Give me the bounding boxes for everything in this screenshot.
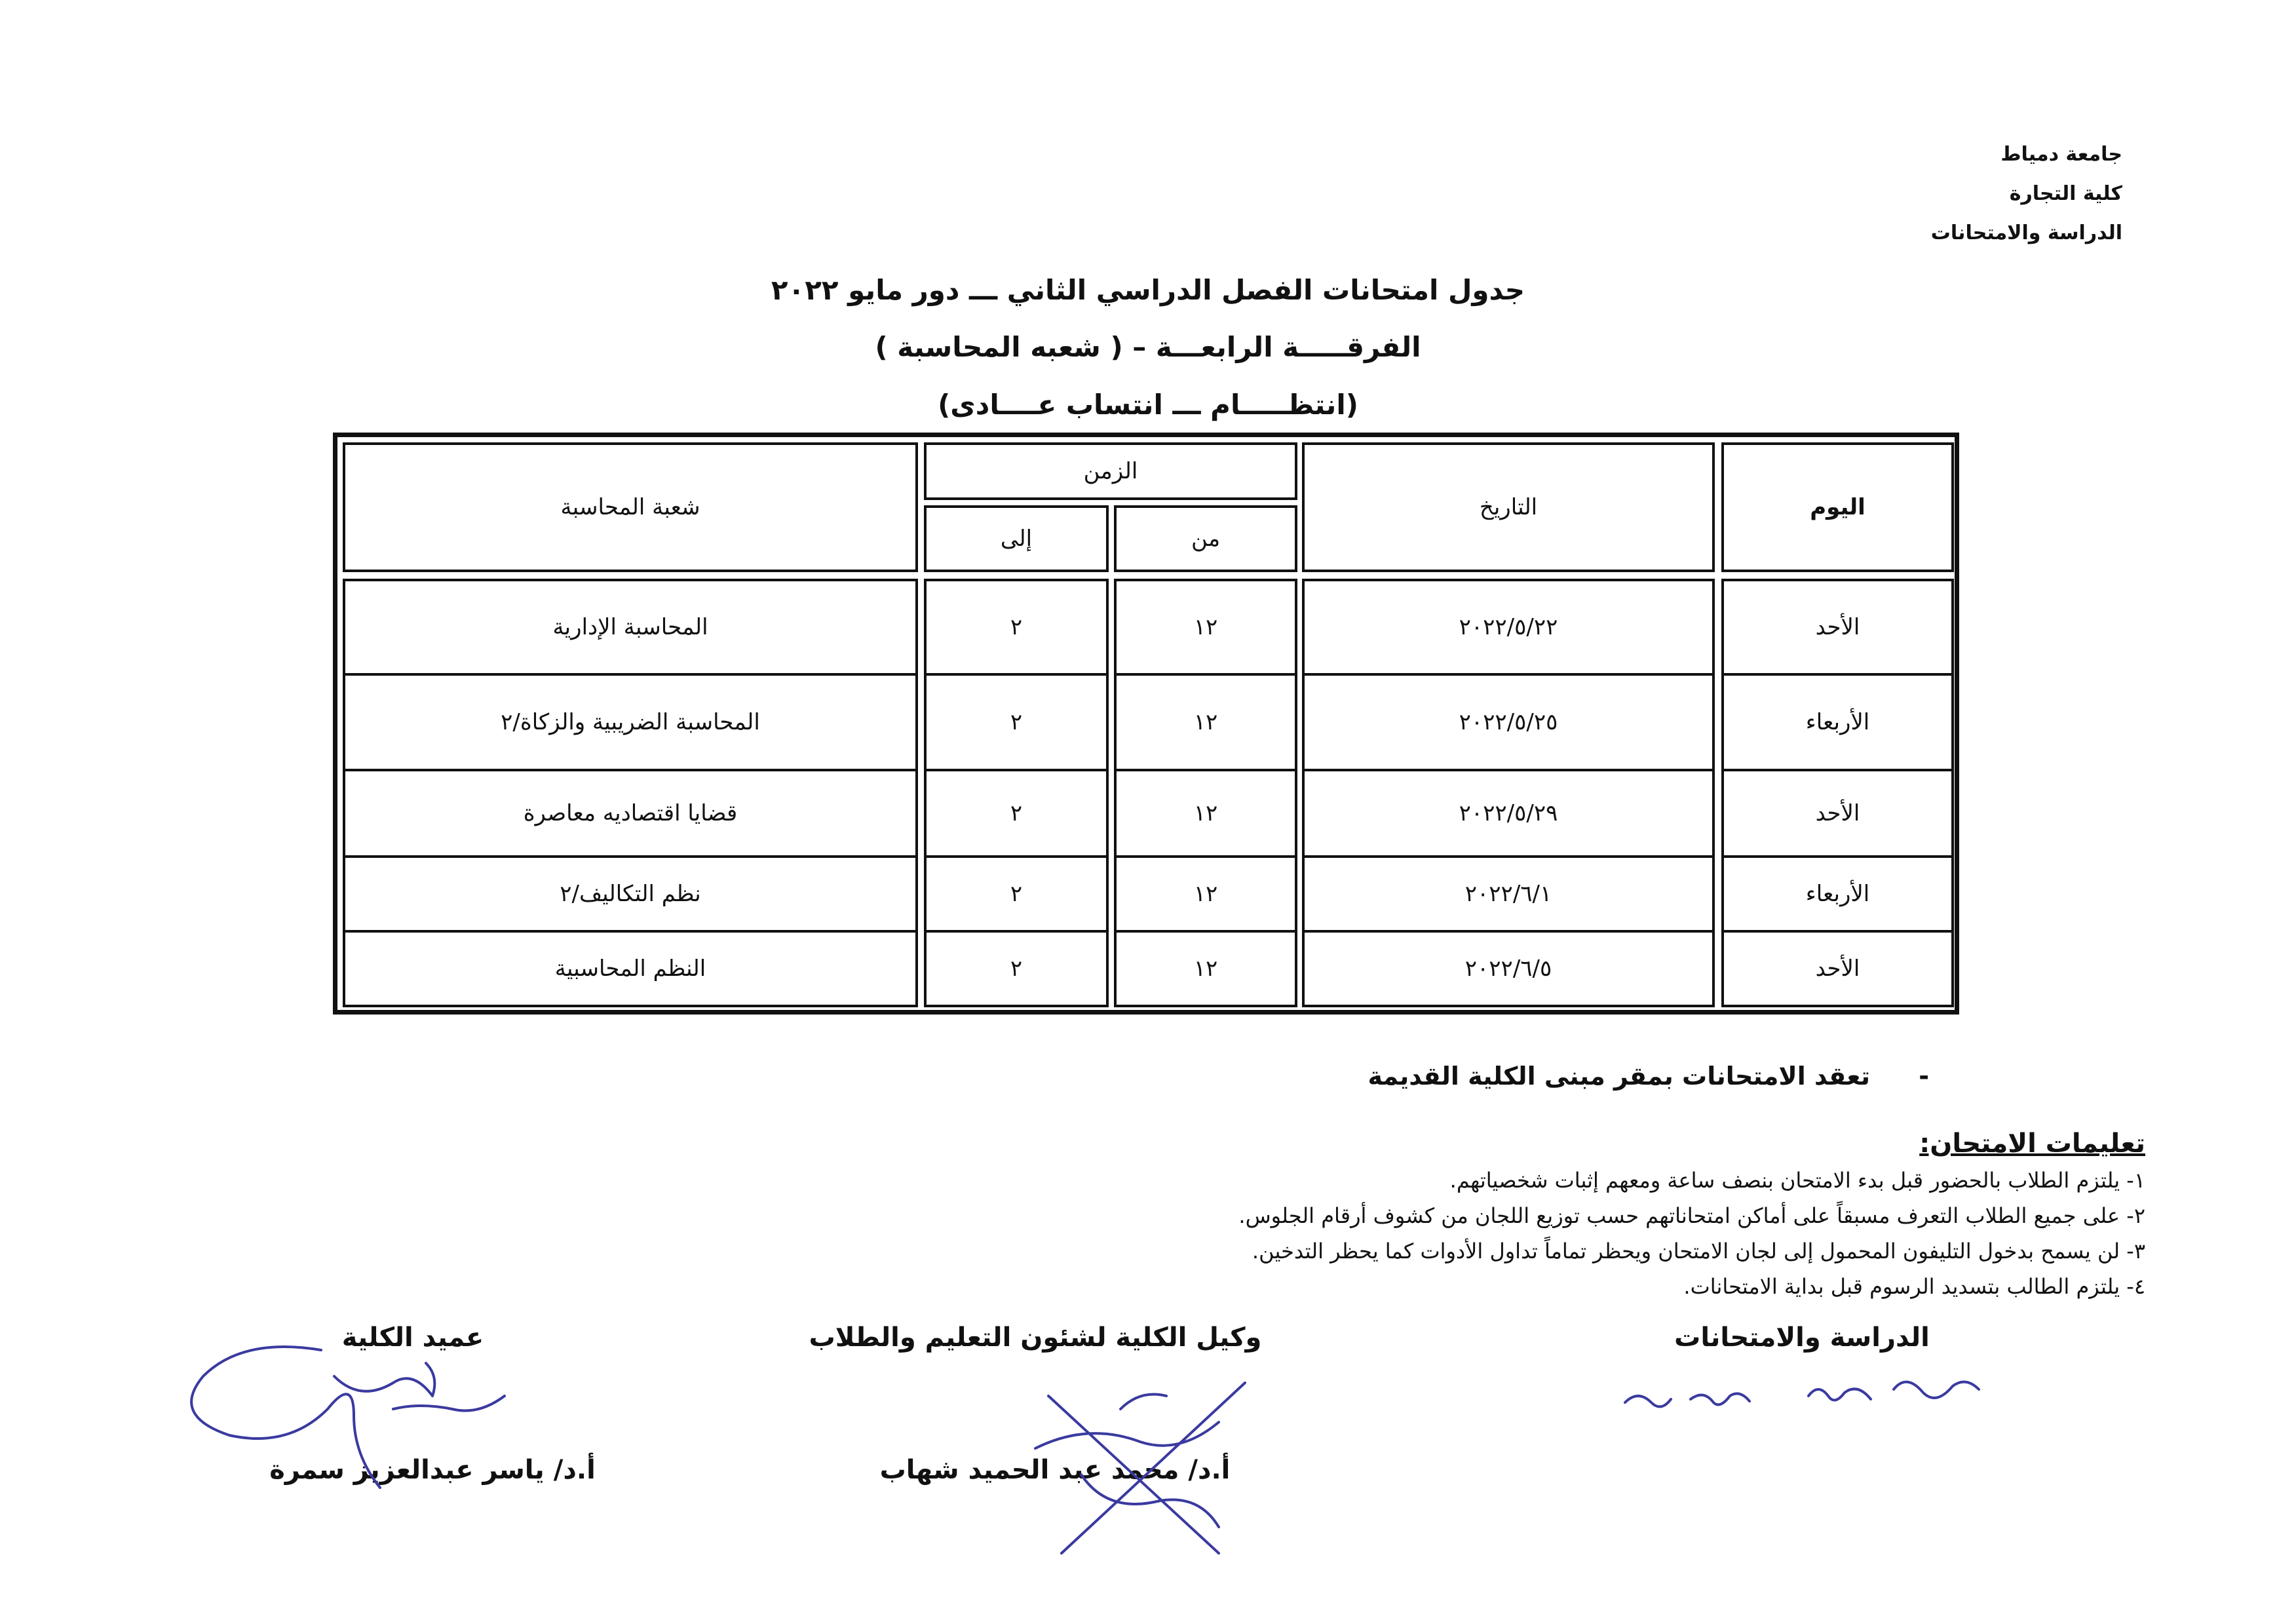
- table-row-day: الأربعاء: [1721, 673, 1954, 771]
- table-row-to: ٢: [924, 579, 1109, 676]
- instructions-title: تعليمات الامتحان:: [1919, 1129, 2145, 1159]
- exam-schedule-table: [333, 433, 1959, 1015]
- exam-location-note: تعقد الامتحانات بمقر مبنى الكلية القديمة: [1368, 1062, 1870, 1091]
- table-row-day: الأحد: [1721, 930, 1954, 1007]
- vice-dean-title: وكيل الكلية لشئون التعليم والطلاب: [809, 1323, 1262, 1353]
- table-row-day: الأحد: [1721, 579, 1954, 676]
- university-name: جامعة دمياط: [2000, 143, 2122, 166]
- instruction-item: ٣- لن يسمح بدخول التليفون المحمول إلى لجان الامتحان ويحظر تماماً تداول الأدوات كما يحظر التدخين.: [1252, 1239, 2145, 1264]
- table-row-subject: المحاسبة الضريبية والزكاة/٢: [343, 673, 918, 771]
- header-date: التاريخ: [1302, 442, 1715, 572]
- header-subject: شعبة المحاسبة: [343, 442, 918, 572]
- table-row-subject: قضايا اقتصاديه معاصرة: [343, 769, 918, 858]
- vice-dean-signature: [1022, 1370, 1271, 1566]
- table-row-from: ١٢: [1114, 769, 1297, 858]
- table-row-date: ٢٠٢٢/٥/٢٩: [1302, 769, 1715, 858]
- header-time: الزمن: [924, 442, 1297, 500]
- dean-signature: [177, 1337, 518, 1507]
- table-row-to: ٢: [924, 673, 1109, 771]
- table-row-subject: المحاسبة الإدارية: [343, 579, 918, 676]
- instruction-item: ٢- على جميع الطلاب التعرف مسبقاً على أماكن امتحاناتهم حسب توزيع اللجان من كشوف أرقام الجلوس.: [1238, 1203, 2145, 1228]
- department-name: الدراسة والامتحانات: [1930, 222, 2122, 244]
- exams-office-title: الدراسة والامتحانات: [1674, 1323, 1930, 1353]
- subtitle-level: الفرقـــــة الرابعـــة – ( شعبه المحاسبة ): [875, 331, 1421, 363]
- instruction-item: ١- يلتزم الطلاب بالحضور قبل بدء الامتحان بنصف ساعة ومعهم إثبات شخصياتهم.: [1449, 1168, 2145, 1193]
- table-row-from: ١٢: [1114, 930, 1297, 1007]
- dean-name: أ.د/ ياسر عبدالعزيز سمرة: [269, 1455, 596, 1485]
- table-row-to: ٢: [924, 930, 1109, 1007]
- table-row-from: ١٢: [1114, 855, 1297, 933]
- header-day: اليوم: [1721, 442, 1954, 572]
- note-dash: -: [1919, 1062, 1929, 1091]
- exams-office-signature: [1612, 1370, 2031, 1422]
- page-title: جدول امتحانات الفصل الدراسي الثاني ـــ دور مايو ٢٠٢٢: [771, 274, 1525, 306]
- table-row-from: ١٢: [1114, 673, 1297, 771]
- vice-dean-name: أ.د/ محمد عبد الحميد شهاب: [879, 1455, 1231, 1485]
- table-row-subject: نظم التكاليف/٢: [343, 855, 918, 933]
- table-row-subject: النظم المحاسبية: [343, 930, 918, 1007]
- table-row-date: ٢٠٢٢/٥/٢٢: [1302, 579, 1715, 676]
- table-row-day: الأحد: [1721, 769, 1954, 858]
- header-from: من: [1114, 505, 1297, 572]
- instruction-item: ٤- يلتزم الطالب بتسديد الرسوم قبل بداية الامتحانات.: [1683, 1274, 2145, 1299]
- table-row-date: ٢٠٢٢/٦/١: [1302, 855, 1715, 933]
- table-row-date: ٢٠٢٢/٥/٢٥: [1302, 673, 1715, 771]
- faculty-name: كلية التجارة: [2009, 182, 2122, 205]
- table-row-from: ١٢: [1114, 579, 1297, 676]
- table-row-date: ٢٠٢٢/٦/٥: [1302, 930, 1715, 1007]
- table-row-day: الأربعاء: [1721, 855, 1954, 933]
- header-to: إلى: [924, 505, 1109, 572]
- table-row-to: ٢: [924, 855, 1109, 933]
- dean-title: عميد الكلية: [341, 1323, 484, 1353]
- table-row-to: ٢: [924, 769, 1109, 858]
- subtitle-enrollment: (انتظـــــام ـــ انتساب عــــادى): [938, 389, 1358, 421]
